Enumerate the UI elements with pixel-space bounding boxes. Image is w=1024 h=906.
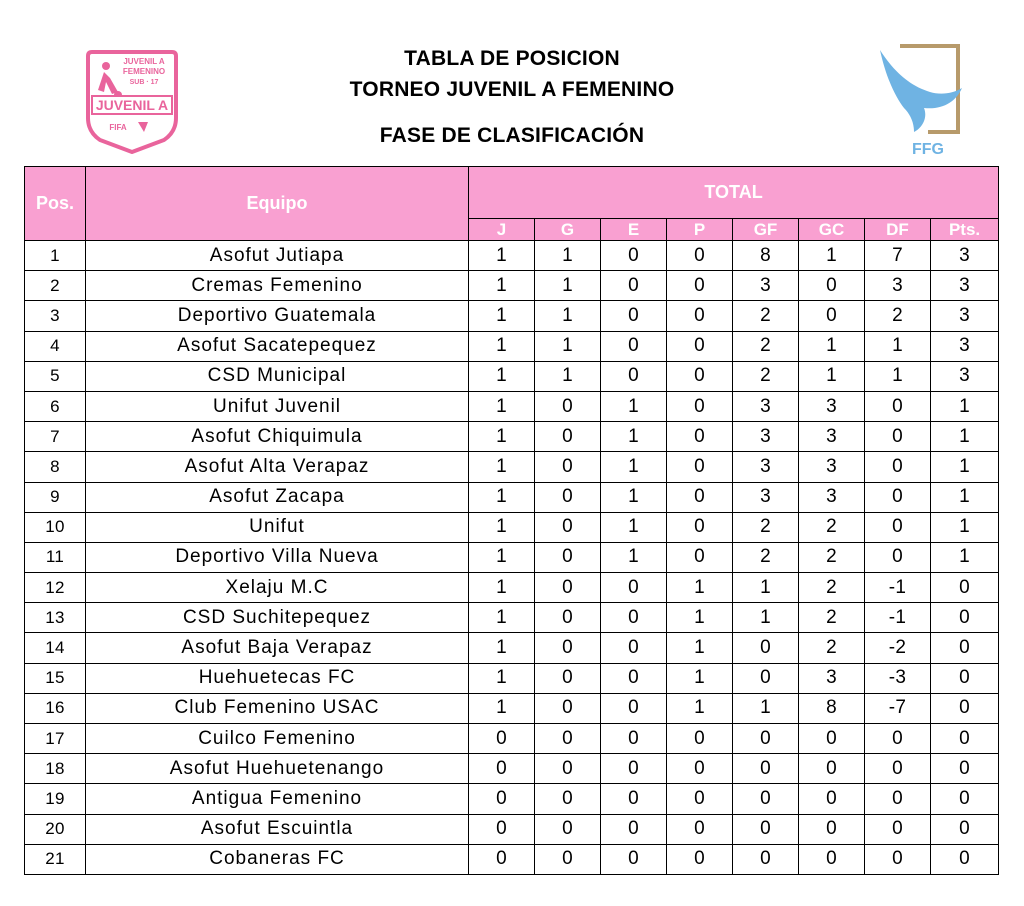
cell-gc: 2 [799,633,865,663]
cell-pos: 2 [25,271,86,301]
cell-e: 0 [601,784,667,814]
cell-p: 0 [667,784,733,814]
cell-pts: 0 [931,663,999,693]
cell-e: 1 [601,391,667,421]
cell-pos: 18 [25,754,86,784]
cell-pos: 15 [25,663,86,693]
table-row [25,754,999,784]
cell-e: 0 [601,724,667,754]
cell-gc: 0 [799,814,865,844]
cell-j: 1 [469,542,535,572]
cell-e: 0 [601,844,667,874]
table-row [25,301,999,331]
cell-gc: 0 [799,844,865,874]
cell-j: 1 [469,603,535,633]
cell-j: 1 [469,361,535,391]
cell-p: 0 [667,844,733,874]
cell-e: 0 [601,814,667,844]
table-row [25,693,999,723]
cell-df: 7 [865,241,931,271]
cell-gf: 1 [733,693,799,723]
cell-df: 0 [865,844,931,874]
cell-pts: 1 [931,512,999,542]
cell-team: Asofut Escuintla [86,814,469,844]
table-row [25,241,999,271]
cell-pos: 21 [25,844,86,874]
cell-j: 1 [469,512,535,542]
cell-gf: 3 [733,271,799,301]
cell-pos: 7 [25,422,86,452]
cell-gc: 1 [799,361,865,391]
cell-df: 0 [865,391,931,421]
cell-e: 0 [601,331,667,361]
header-col-g: G [535,219,601,241]
cell-e: 0 [601,663,667,693]
table-row [25,482,999,512]
cell-df: 0 [865,814,931,844]
cell-j: 1 [469,663,535,693]
table-row [25,844,999,874]
cell-p: 0 [667,301,733,331]
cell-gf: 2 [733,361,799,391]
cell-df: 0 [865,542,931,572]
cell-df: 1 [865,331,931,361]
cell-team: Deportivo Villa Nueva [86,542,469,572]
cell-e: 1 [601,482,667,512]
cell-p: 0 [667,814,733,844]
cell-pos: 9 [25,482,86,512]
cell-p: 0 [667,391,733,421]
cell-team: Asofut Alta Verapaz [86,452,469,482]
cell-gc: 2 [799,573,865,603]
cell-pts: 0 [931,603,999,633]
cell-g: 0 [535,391,601,421]
cell-g: 0 [535,693,601,723]
cell-team: CSD Municipal [86,361,469,391]
cell-g: 0 [535,633,601,663]
page-title-line3: FASE DE CLASIFICACIÓN [379,124,645,147]
header-col-gc: GC [799,219,865,241]
cell-pos: 16 [25,693,86,723]
cell-e: 0 [601,603,667,633]
cell-pts: 0 [931,784,999,814]
cell-g: 0 [535,573,601,603]
table-row [25,724,999,754]
cell-pos: 6 [25,391,86,421]
standings-table [24,166,999,875]
cell-team: CSD Suchitepequez [86,603,469,633]
cell-p: 0 [667,512,733,542]
cell-team: Asofut Chiquimula [86,422,469,452]
cell-pts: 1 [931,422,999,452]
cell-pos: 10 [25,512,86,542]
cell-team: Cremas Femenino [86,271,469,301]
cell-gc: 1 [799,331,865,361]
cell-pts: 3 [931,271,999,301]
cell-p: 0 [667,542,733,572]
svg-text:FIFA: FIFA [109,123,127,132]
header-col-j: J [469,219,535,241]
cell-pts: 3 [931,331,999,361]
cell-gc: 0 [799,784,865,814]
table-row [25,663,999,693]
cell-team: Asofut Huehuetenango [86,754,469,784]
cell-p: 0 [667,482,733,512]
cell-gf: 3 [733,422,799,452]
table-row [25,331,999,361]
cell-pos: 17 [25,724,86,754]
cell-pts: 3 [931,241,999,271]
cell-j: 1 [469,271,535,301]
cell-e: 0 [601,693,667,723]
table-row [25,814,999,844]
cell-gc: 3 [799,663,865,693]
page-title-line1: TABLA DE POSICION [404,47,620,70]
cell-p: 1 [667,603,733,633]
cell-g: 1 [535,241,601,271]
cell-g: 0 [535,422,601,452]
cell-df: 0 [865,482,931,512]
cell-df: 1 [865,361,931,391]
cell-g: 1 [535,271,601,301]
cell-j: 1 [469,391,535,421]
cell-team: Antigua Femenino [86,784,469,814]
cell-df: -2 [865,633,931,663]
cell-pts: 3 [931,361,999,391]
table-row [25,603,999,633]
cell-df: 3 [865,271,931,301]
cell-team: Asofut Jutiapa [86,241,469,271]
table-row [25,633,999,663]
cell-pts: 0 [931,754,999,784]
cell-j: 1 [469,422,535,452]
svg-text:SUB · 17: SUB · 17 [129,79,159,86]
cell-p: 0 [667,271,733,301]
cell-e: 0 [601,301,667,331]
cell-gc: 0 [799,271,865,301]
cell-gc: 2 [799,542,865,572]
svg-text:FEMENINO: FEMENINO [122,67,166,76]
header-col-p: P [667,219,733,241]
cell-j: 1 [469,573,535,603]
cell-e: 1 [601,512,667,542]
cell-gf: 1 [733,603,799,633]
cell-team: Asofut Baja Verapaz [86,633,469,663]
cell-g: 0 [535,754,601,784]
cell-g: 0 [535,452,601,482]
cell-pts: 0 [931,844,999,874]
ffg-logo [870,42,970,160]
cell-p: 1 [667,663,733,693]
table-row [25,452,999,482]
cell-pos: 12 [25,573,86,603]
cell-pts: 1 [931,452,999,482]
header-col-df: DF [865,219,931,241]
cell-g: 0 [535,724,601,754]
cell-p: 0 [667,361,733,391]
cell-gc: 2 [799,603,865,633]
cell-pts: 0 [931,814,999,844]
cell-e: 0 [601,633,667,663]
cell-df: -1 [865,603,931,633]
cell-p: 0 [667,241,733,271]
cell-g: 0 [535,512,601,542]
cell-p: 0 [667,754,733,784]
juvenil-a-logo [84,48,180,154]
cell-gf: 2 [733,301,799,331]
cell-pts: 1 [931,542,999,572]
cell-pos: 1 [25,241,86,271]
cell-team: Unifut [86,512,469,542]
cell-pos: 8 [25,452,86,482]
cell-gf: 8 [733,241,799,271]
cell-gf: 0 [733,814,799,844]
cell-e: 0 [601,271,667,301]
cell-j: 1 [469,633,535,663]
cell-pos: 3 [25,301,86,331]
cell-j: 1 [469,331,535,361]
table-row [25,784,999,814]
cell-g: 0 [535,603,601,633]
cell-gf: 2 [733,542,799,572]
cell-g: 0 [535,542,601,572]
cell-j: 1 [469,241,535,271]
header-col-gf: GF [733,219,799,241]
cell-df: -7 [865,693,931,723]
header-total: TOTAL [469,167,999,219]
cell-e: 1 [601,452,667,482]
cell-df: -3 [865,663,931,693]
cell-p: 0 [667,422,733,452]
cell-pos: 5 [25,361,86,391]
cell-e: 0 [601,241,667,271]
cell-g: 0 [535,814,601,844]
cell-gf: 3 [733,391,799,421]
cell-g: 1 [535,301,601,331]
cell-gc: 3 [799,452,865,482]
cell-gc: 0 [799,754,865,784]
cell-pos: 13 [25,603,86,633]
cell-pts: 0 [931,573,999,603]
cell-gc: 2 [799,512,865,542]
table-row [25,512,999,542]
cell-p: 1 [667,573,733,603]
cell-gf: 0 [733,754,799,784]
cell-p: 1 [667,693,733,723]
cell-pos: 11 [25,542,86,572]
table-row [25,542,999,572]
cell-j: 1 [469,482,535,512]
cell-gc: 3 [799,482,865,512]
cell-gf: 0 [733,663,799,693]
cell-j: 0 [469,754,535,784]
cell-pts: 0 [931,724,999,754]
svg-text:FFG: FFG [912,141,944,158]
cell-gc: 3 [799,422,865,452]
cell-gf: 2 [733,331,799,361]
cell-j: 0 [469,784,535,814]
cell-df: -1 [865,573,931,603]
cell-pos: 19 [25,784,86,814]
cell-pos: 20 [25,814,86,844]
cell-team: Asofut Zacapa [86,482,469,512]
cell-pos: 4 [25,331,86,361]
table-row [25,361,999,391]
cell-p: 1 [667,633,733,663]
cell-j: 1 [469,301,535,331]
cell-e: 0 [601,573,667,603]
cell-df: 0 [865,724,931,754]
cell-j: 1 [469,693,535,723]
cell-team: Huehuetecas FC [86,663,469,693]
header-col-e: E [601,219,667,241]
cell-team: Xelaju M.C [86,573,469,603]
cell-pos: 14 [25,633,86,663]
table-row [25,271,999,301]
cell-team: Club Femenino USAC [86,693,469,723]
cell-pts: 0 [931,633,999,663]
cell-e: 0 [601,361,667,391]
cell-team: Cuilco Femenino [86,724,469,754]
cell-team: Unifut Juvenil [86,391,469,421]
cell-gf: 0 [733,844,799,874]
header-col-pts: Pts. [931,219,999,241]
cell-p: 0 [667,724,733,754]
cell-pts: 3 [931,301,999,331]
cell-j: 0 [469,814,535,844]
cell-gc: 0 [799,301,865,331]
table-row [25,573,999,603]
table-row [25,391,999,421]
cell-g: 0 [535,663,601,693]
cell-pts: 1 [931,482,999,512]
cell-gc: 3 [799,391,865,421]
cell-j: 1 [469,452,535,482]
cell-pts: 0 [931,693,999,723]
cell-gc: 8 [799,693,865,723]
cell-gf: 0 [733,784,799,814]
svg-text:JUVENIL A: JUVENIL A [123,57,165,66]
cell-p: 0 [667,452,733,482]
svg-text:JUVENIL A: JUVENIL A [95,97,169,113]
cell-gc: 0 [799,724,865,754]
cell-j: 0 [469,844,535,874]
cell-team: Cobaneras FC [86,844,469,874]
cell-j: 0 [469,724,535,754]
cell-g: 0 [535,482,601,512]
cell-g: 1 [535,331,601,361]
cell-g: 0 [535,844,601,874]
cell-p: 0 [667,331,733,361]
cell-gf: 2 [733,512,799,542]
cell-df: 0 [865,784,931,814]
cell-df: 0 [865,512,931,542]
cell-df: 0 [865,754,931,784]
cell-gf: 3 [733,452,799,482]
cell-pts: 1 [931,391,999,421]
cell-team: Asofut Sacatepequez [86,331,469,361]
cell-gf: 0 [733,724,799,754]
page-title-line2: TORNEO JUVENIL A FEMENINO [349,78,675,101]
cell-e: 1 [601,542,667,572]
cell-df: 0 [865,422,931,452]
table-row [25,422,999,452]
cell-g: 1 [535,361,601,391]
header-pos: Pos. [25,167,86,241]
cell-df: 0 [865,452,931,482]
header-team: Equipo [86,167,469,241]
cell-gf: 3 [733,482,799,512]
cell-team: Deportivo Guatemala [86,301,469,331]
cell-gf: 1 [733,573,799,603]
cell-e: 1 [601,422,667,452]
cell-g: 0 [535,784,601,814]
cell-gf: 0 [733,633,799,663]
cell-gc: 1 [799,241,865,271]
cell-df: 2 [865,301,931,331]
cell-e: 0 [601,754,667,784]
